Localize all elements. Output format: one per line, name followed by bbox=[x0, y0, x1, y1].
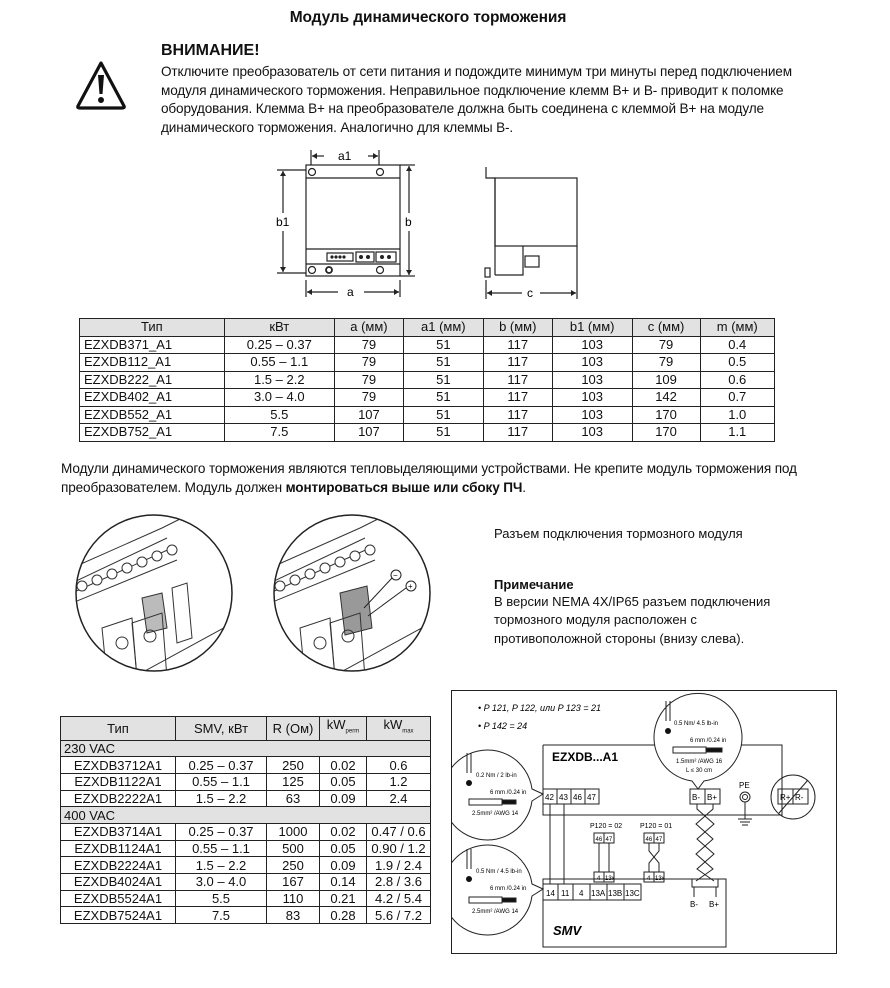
cell-r: 125 bbox=[267, 773, 320, 790]
cell-type: EZXDB402_A1 bbox=[80, 389, 225, 407]
cell-kw-max: 2.4 bbox=[367, 790, 431, 807]
table-row bbox=[61, 890, 431, 907]
drive-terminal-b-minus: B- bbox=[690, 900, 698, 909]
cell-type: EZXDB1124A1 bbox=[61, 840, 176, 857]
cell-smv-kw: 7.5 bbox=[176, 907, 267, 924]
col-header-b: b (мм) bbox=[483, 319, 552, 337]
table-row bbox=[80, 389, 775, 407]
note-heading: Примечание bbox=[494, 577, 574, 592]
table-row bbox=[80, 354, 775, 372]
cell-kw-max: 0.6 bbox=[367, 757, 431, 774]
cell-kw-perm: 0.28 bbox=[320, 907, 367, 924]
cell-kw-max: 1.2 bbox=[367, 773, 431, 790]
table-row bbox=[61, 790, 431, 807]
svg-text:46: 46 bbox=[595, 837, 603, 843]
cell-smv-kw: 0.55 – 1.1 bbox=[176, 840, 267, 857]
terminal-46: 46 bbox=[573, 793, 582, 802]
cell-b: 117 bbox=[483, 406, 552, 424]
table-header-row bbox=[61, 717, 431, 741]
page-title: Модуль динамического торможения bbox=[289, 9, 567, 26]
cell-type: EZXDB752_A1 bbox=[80, 424, 225, 442]
mounting-note-emphasis: монтироваться выше или сбоку ПЧ bbox=[285, 479, 523, 495]
cell-b1: 103 bbox=[552, 424, 632, 442]
cell-kw: 7.5 bbox=[224, 424, 334, 442]
cell-r: 110 bbox=[267, 890, 320, 907]
cell-r: 500 bbox=[267, 840, 320, 857]
col-header-kw-max: $kW_{max}$ bbox=[367, 717, 431, 741]
cell-m: 0.6 bbox=[700, 371, 774, 389]
cell-b1: 103 bbox=[552, 389, 632, 407]
cell-m: 0.7 bbox=[700, 389, 774, 407]
cell-b: 117 bbox=[483, 371, 552, 389]
cell-smv-kw: 5.5 bbox=[176, 890, 267, 907]
cell-kw-perm: 0.21 bbox=[320, 890, 367, 907]
group-label: 230 VAC bbox=[61, 740, 431, 757]
cell-b1: 103 bbox=[552, 336, 632, 354]
cell-b: 117 bbox=[483, 354, 552, 372]
drive-terminal-13a: 13A bbox=[591, 889, 606, 898]
option-01-label: P120 = 01 bbox=[640, 823, 673, 830]
cell-type: EZXDB4024A1 bbox=[61, 874, 176, 891]
wiring-diagram bbox=[451, 690, 837, 954]
callout-bl-wire: 2.5mm² /AWG 14 bbox=[472, 909, 519, 915]
module-front-dimension-drawing bbox=[272, 145, 417, 303]
callout-tr-strip: 6 mm /0.24 in bbox=[690, 738, 727, 744]
group-row-400vac bbox=[61, 807, 431, 824]
cell-kw-max: 0.47 / 0.6 bbox=[367, 824, 431, 841]
cell-b1: 103 bbox=[552, 354, 632, 372]
drive-label: SMV bbox=[553, 923, 582, 938]
cell-r: 63 bbox=[267, 790, 320, 807]
cell-a1: 51 bbox=[403, 336, 483, 354]
col-header-m: m (мм) bbox=[700, 319, 774, 337]
table-header-row bbox=[80, 319, 775, 337]
pe-label: PE bbox=[739, 781, 750, 790]
cell-type: EZXDB3712A1 bbox=[61, 757, 176, 774]
cell-kw-perm: 0.09 bbox=[320, 857, 367, 874]
callout-tl-wire: 2.5mm² /AWG 14 bbox=[472, 811, 519, 817]
col-header-kw: кВт bbox=[224, 319, 334, 337]
module-side-dimension-drawing bbox=[478, 155, 586, 303]
cell-m: 0.5 bbox=[700, 354, 774, 372]
cell-r: 83 bbox=[267, 907, 320, 924]
cell-m: 1.0 bbox=[700, 406, 774, 424]
cell-type: EZXDB7524A1 bbox=[61, 907, 176, 924]
cell-b: 117 bbox=[483, 336, 552, 354]
cell-smv-kw: 1.5 – 2.2 bbox=[176, 790, 267, 807]
cell-type: EZXDB3714A1 bbox=[61, 824, 176, 841]
dim-label-a1: a1 bbox=[338, 149, 352, 163]
cell-smv-kw: 3.0 – 4.0 bbox=[176, 874, 267, 891]
cell-type: EZXDB1122A1 bbox=[61, 773, 176, 790]
callout-tl-torque: 0.2 Nm / 2 lb-in bbox=[476, 773, 517, 779]
cell-type: EZXDB5524A1 bbox=[61, 890, 176, 907]
cell-kw-max: 5.6 / 7.2 bbox=[367, 907, 431, 924]
warning-heading: ВНИМАНИЕ! bbox=[161, 42, 260, 59]
note-text: В версии NEMA 4X/IP65 разъем подключения тормозного модуля расположен с противоположной стороны (внизу слева). bbox=[494, 594, 771, 646]
cell-a1: 51 bbox=[403, 354, 483, 372]
drive-terminal-4: 4 bbox=[579, 889, 584, 898]
drive-terminal-13b: 13B bbox=[608, 889, 623, 898]
cell-type: EZXDB371_A1 bbox=[80, 336, 225, 354]
table-row bbox=[61, 857, 431, 874]
cell-r: 250 bbox=[267, 757, 320, 774]
terminal-r-minus: R- bbox=[795, 793, 804, 802]
cell-b: 117 bbox=[483, 424, 552, 442]
drive-terminal-b-plus: B+ bbox=[709, 900, 720, 909]
table-row bbox=[61, 907, 431, 924]
mounting-note-text: Модули динамического торможения являются тепловыделяющими устройствами. Не крепите модуль торможения под преобразователем. Модуль должен bbox=[61, 461, 797, 495]
table-row bbox=[80, 424, 775, 442]
cell-b1: 103 bbox=[552, 406, 632, 424]
terminal-42: 42 bbox=[545, 793, 554, 802]
svg-text:47: 47 bbox=[605, 837, 613, 843]
cell-kw-max: 1.9 / 2.4 bbox=[367, 857, 431, 874]
col-header-smv-kw: SMV, кВт bbox=[176, 717, 267, 741]
col-header-r: R (Ом) bbox=[267, 717, 320, 741]
col-header-type: Тип bbox=[80, 319, 225, 337]
cell-type: EZXDB112_A1 bbox=[80, 354, 225, 372]
connector-label: Разъем подключения тормозного модуля bbox=[494, 526, 743, 541]
cell-kw: 1.5 – 2.2 bbox=[224, 371, 334, 389]
cell-kw: 0.55 – 1.1 bbox=[224, 354, 334, 372]
cell-a: 107 bbox=[334, 406, 403, 424]
callout-tr-length: L ≤ 30 cm bbox=[686, 768, 713, 774]
cell-b1: 103 bbox=[552, 371, 632, 389]
cell-c: 79 bbox=[632, 354, 700, 372]
cell-c: 170 bbox=[632, 406, 700, 424]
svg-text:47: 47 bbox=[655, 837, 663, 843]
cell-smv-kw: 0.25 – 0.37 bbox=[176, 824, 267, 841]
col-header-kw-perm: $kW_{perm}$ bbox=[320, 717, 367, 741]
cell-c: 142 bbox=[632, 389, 700, 407]
col-header-b1: b1 (мм) bbox=[552, 319, 632, 337]
plus-label: + bbox=[408, 582, 413, 591]
cell-a: 79 bbox=[334, 354, 403, 372]
terminal-r-plus: R+ bbox=[780, 793, 791, 802]
callout-tr-wire: 1.5mm² /AWG 16 bbox=[676, 759, 723, 765]
cell-c: 170 bbox=[632, 424, 700, 442]
mounting-note-end: . bbox=[522, 479, 526, 495]
cell-kw-max: 4.2 / 5.4 bbox=[367, 890, 431, 907]
group-label: 400 VAC bbox=[61, 807, 431, 824]
svg-text:4: 4 bbox=[597, 876, 601, 882]
svg-text:46: 46 bbox=[645, 837, 653, 843]
option-02-label: P120 = 02 bbox=[590, 823, 623, 830]
cell-smv-kw: 0.55 – 1.1 bbox=[176, 773, 267, 790]
col-header-c: c (мм) bbox=[632, 319, 700, 337]
cell-a: 79 bbox=[334, 371, 403, 389]
cell-smv-kw: 1.5 – 2.2 bbox=[176, 857, 267, 874]
drive-terminal-13c: 13C bbox=[625, 889, 640, 898]
cell-kw-perm: 0.09 bbox=[320, 790, 367, 807]
cell-type: EZXDB552_A1 bbox=[80, 406, 225, 424]
cell-a1: 51 bbox=[403, 389, 483, 407]
cell-c: 79 bbox=[632, 336, 700, 354]
module-label: EZXDB...A1 bbox=[552, 750, 619, 764]
cell-kw-perm: 0.05 bbox=[320, 773, 367, 790]
table-row bbox=[61, 757, 431, 774]
terminal-43: 43 bbox=[559, 793, 568, 802]
brake-module-table bbox=[60, 716, 431, 924]
table-row bbox=[80, 336, 775, 354]
cell-a: 107 bbox=[334, 424, 403, 442]
terminal-b-plus: B+ bbox=[707, 793, 718, 802]
cell-m: 0.4 bbox=[700, 336, 774, 354]
param-line-1: • P 121, P 122, или P 123 = 21 bbox=[478, 703, 602, 713]
callout-tr-torque: 0.5 Nm/ 4.5 lb-in bbox=[674, 721, 719, 727]
cell-a1: 51 bbox=[403, 371, 483, 389]
connector-location-illustrations bbox=[72, 508, 444, 678]
terminal-b-minus: B- bbox=[692, 793, 700, 802]
cell-b: 117 bbox=[483, 389, 552, 407]
col-header-type: Тип bbox=[61, 717, 176, 741]
table-row bbox=[61, 840, 431, 857]
cell-r: 1000 bbox=[267, 824, 320, 841]
cell-kw: 0.25 – 0.37 bbox=[224, 336, 334, 354]
cell-a1: 51 bbox=[403, 406, 483, 424]
cell-a1: 51 bbox=[403, 424, 483, 442]
group-row-230vac bbox=[61, 740, 431, 757]
table-row bbox=[61, 874, 431, 891]
svg-text:13x: 13x bbox=[605, 876, 615, 882]
cell-kw-perm: 0.02 bbox=[320, 824, 367, 841]
warning-triangle-icon bbox=[75, 60, 127, 110]
cell-smv-kw: 0.25 – 0.37 bbox=[176, 757, 267, 774]
minus-label: − bbox=[393, 571, 398, 580]
svg-text:13x: 13x bbox=[655, 876, 665, 882]
table-row bbox=[80, 371, 775, 389]
cell-kw-perm: 0.14 bbox=[320, 874, 367, 891]
dimensions-table bbox=[79, 318, 775, 442]
dim-label-a: a bbox=[347, 285, 354, 299]
cell-type: EZXDB2222A1 bbox=[61, 790, 176, 807]
drive-terminal-11: 11 bbox=[561, 889, 570, 898]
cell-m: 1.1 bbox=[700, 424, 774, 442]
cell-type: EZXDB222_A1 bbox=[80, 371, 225, 389]
callout-bl-strip: 6 mm /0.24 in bbox=[490, 886, 527, 892]
col-header-a1: a1 (мм) bbox=[403, 319, 483, 337]
cell-a: 79 bbox=[334, 336, 403, 354]
table-row bbox=[61, 824, 431, 841]
terminal-47: 47 bbox=[587, 793, 596, 802]
svg-text:4: 4 bbox=[647, 876, 651, 882]
callout-bl-torque: 0.5 Nm / 4.5 lb-in bbox=[476, 869, 522, 875]
mounting-note bbox=[61, 460, 801, 497]
drive-terminal-14: 14 bbox=[546, 889, 555, 898]
cell-kw-max: 2.8 / 3.6 bbox=[367, 874, 431, 891]
cell-kw-perm: 0.02 bbox=[320, 757, 367, 774]
cell-kw: 5.5 bbox=[224, 406, 334, 424]
cell-c: 109 bbox=[632, 371, 700, 389]
dim-label-b: b bbox=[405, 215, 412, 229]
cell-r: 167 bbox=[267, 874, 320, 891]
table-row bbox=[61, 773, 431, 790]
dim-label-c: c bbox=[527, 286, 533, 300]
col-header-a: a (мм) bbox=[334, 319, 403, 337]
cell-type: EZXDB2224A1 bbox=[61, 857, 176, 874]
cell-kw: 3.0 – 4.0 bbox=[224, 389, 334, 407]
table-row bbox=[80, 406, 775, 424]
callout-tl-strip: 6 mm /0.24 in bbox=[490, 790, 527, 796]
cell-a: 79 bbox=[334, 389, 403, 407]
dim-label-b1: b1 bbox=[276, 215, 290, 229]
param-line-2: • P 142 = 24 bbox=[478, 721, 528, 731]
cell-r: 250 bbox=[267, 857, 320, 874]
cell-kw-perm: 0.05 bbox=[320, 840, 367, 857]
cell-kw-max: 0.90 / 1.2 bbox=[367, 840, 431, 857]
warning-text: Отключите преобразователь от сети питания и подождите минимум три минуты перед подключением модуля динамического торможения. Неправильное подключение клемм B+ и B- приводит к поломке оборудования. Клемма B+ на преобразователе должна быть соединена с клеммой B+ на модуле динамического торможения. Аналогично для клеммы B-. bbox=[161, 64, 792, 135]
